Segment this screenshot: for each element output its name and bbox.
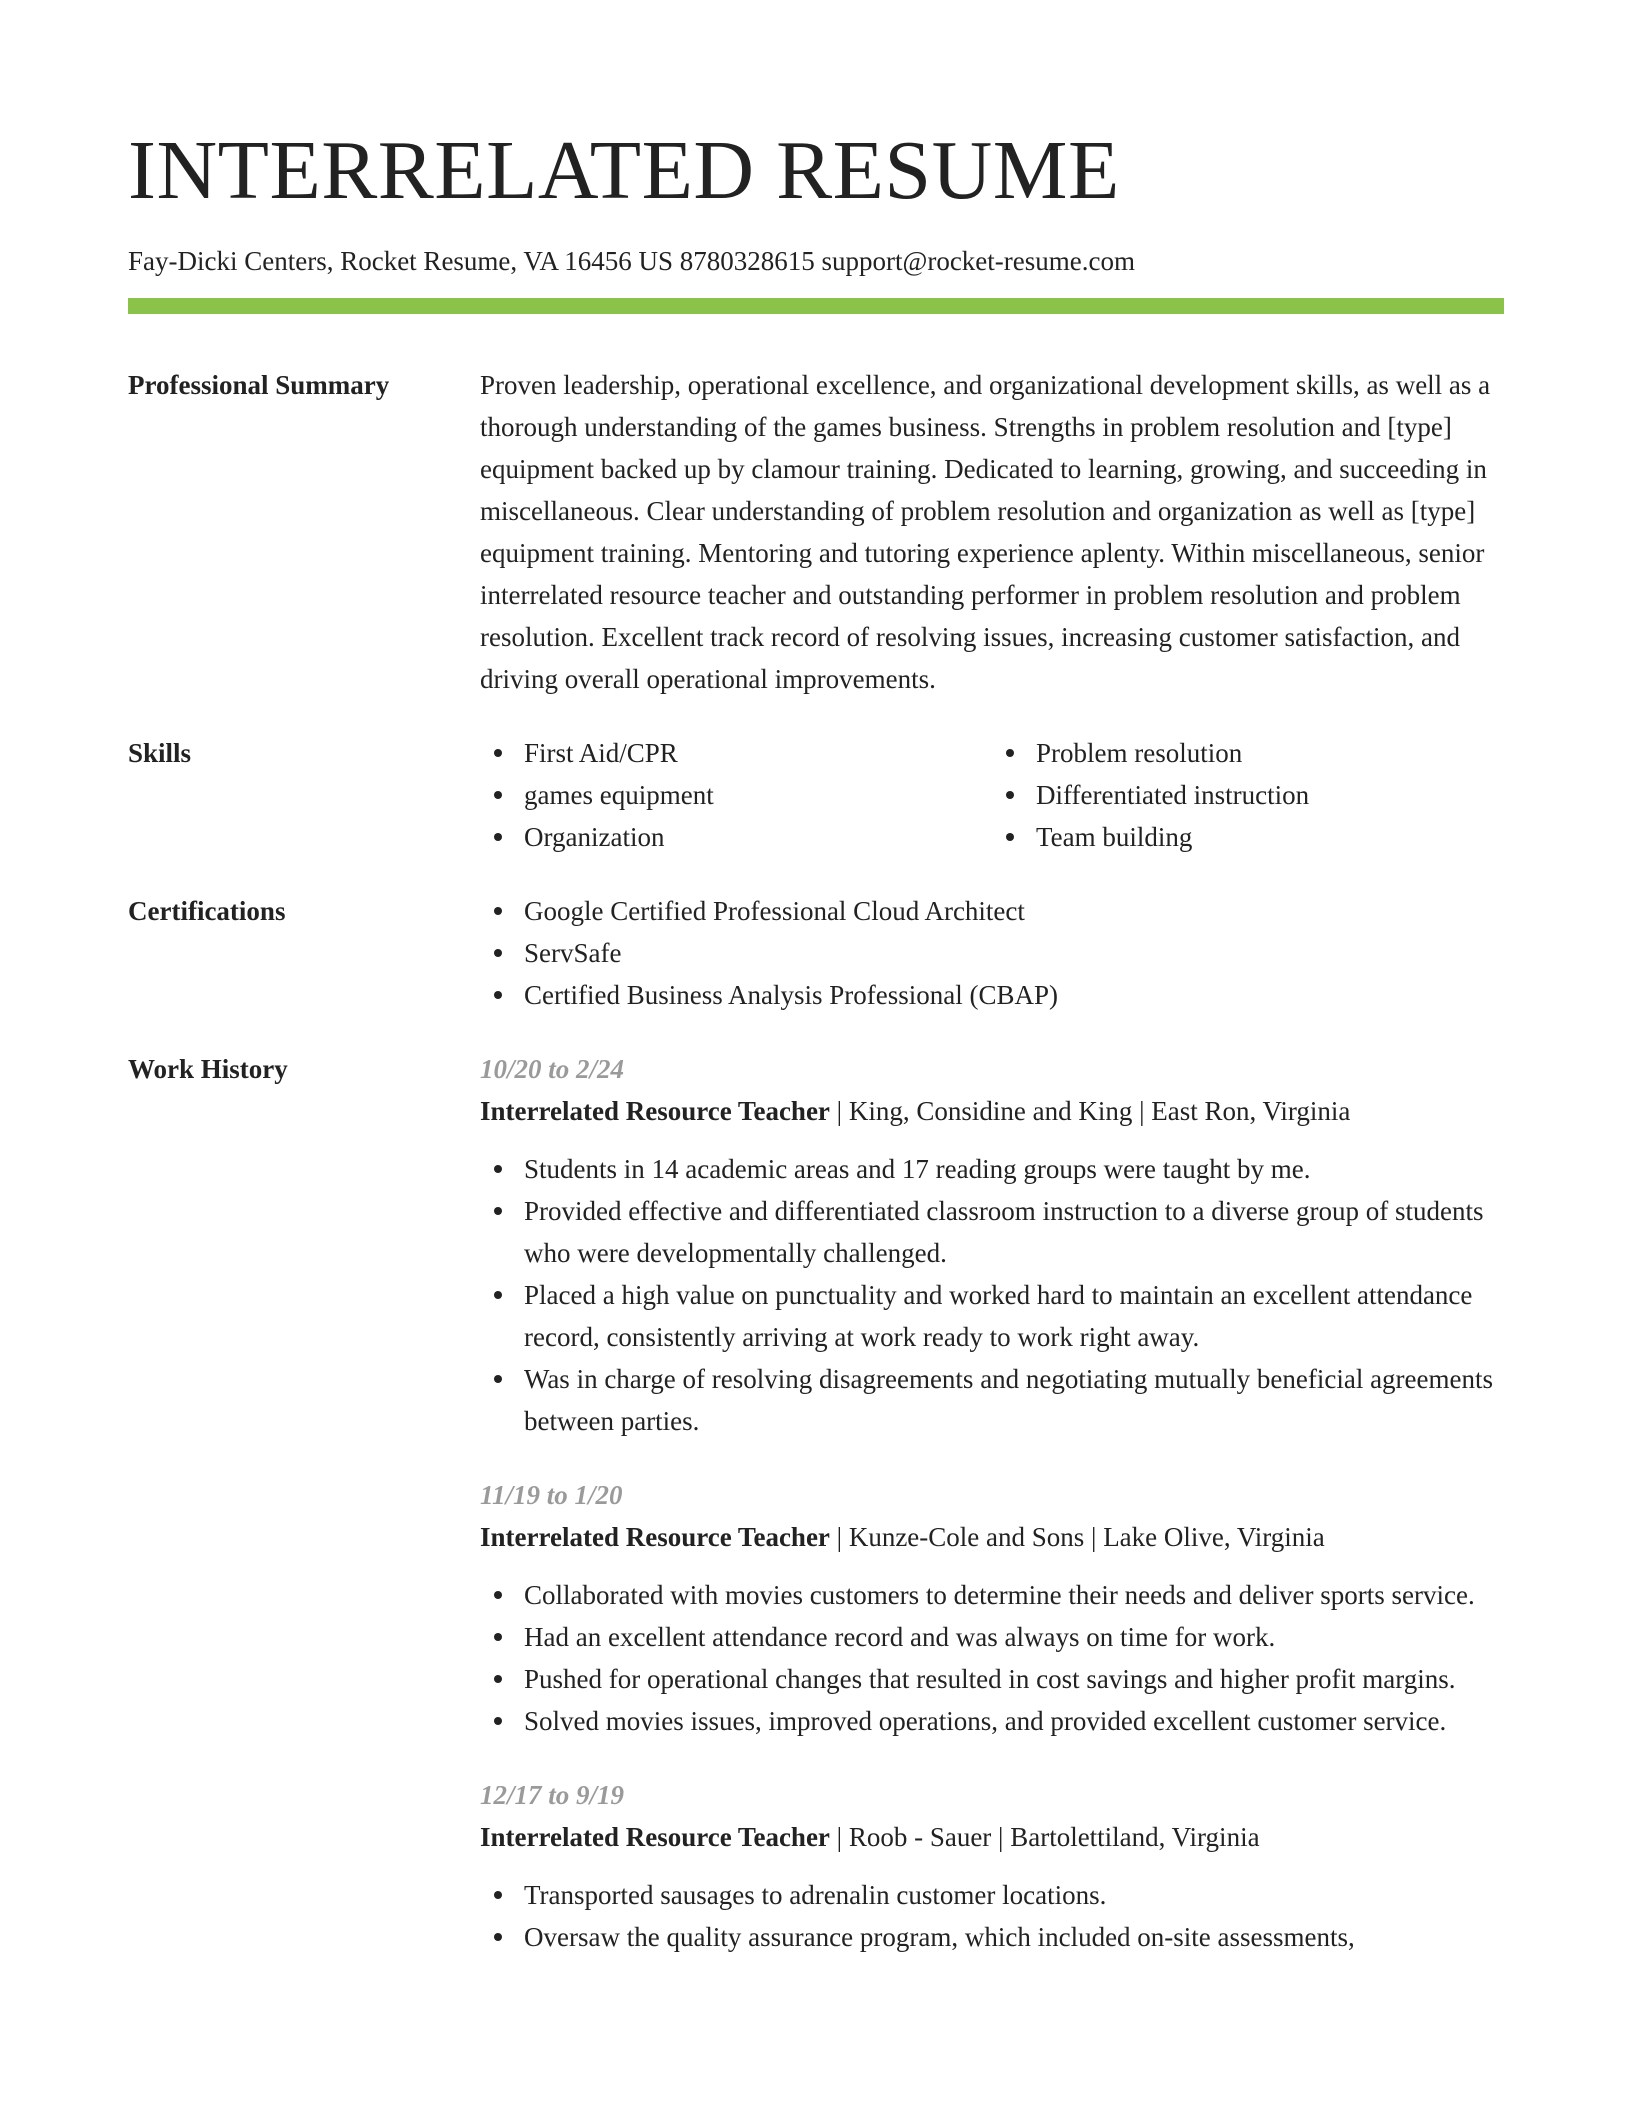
skills-list-left	[480, 732, 992, 858]
job-bullet: Oversaw the quality assurance program, which included on-site assessments,	[524, 1916, 1504, 1958]
skills-list-right	[992, 732, 1504, 858]
job-bullet: Pushed for operational changes that resulted in cost savings and higher profit margins.	[524, 1658, 1504, 1700]
job-dates: 10/20 to 2/24	[480, 1054, 625, 1084]
job-bullet: Had an excellent attendance record and was always on time for work.	[524, 1616, 1504, 1658]
job-dates: 12/17 to 9/19	[480, 1780, 625, 1810]
job-bullets	[480, 1874, 1504, 1958]
job-bullets	[480, 1148, 1504, 1442]
skill-item: games equipment	[524, 774, 992, 816]
job-bullet: Collaborated with movies customers to determine their needs and deliver sports service.	[524, 1574, 1504, 1616]
job-employer-location: | Kunze-Cole and Sons | Lake Olive, Virginia	[829, 1522, 1325, 1552]
job-bullet: Placed a high value on punctuality and worked hard to maintain an excellent attendance record, consistently arriving at work ready to work right away.	[524, 1274, 1504, 1358]
job-employer-location: | Roob - Sauer | Bartolettiland, Virginia	[829, 1822, 1260, 1852]
certification-item: Google Certified Professional Cloud Architect	[524, 890, 1504, 932]
job-title: Interrelated Resource Teacher	[480, 1822, 830, 1852]
job-title: Interrelated Resource Teacher	[480, 1522, 830, 1552]
skills-heading: Skills	[128, 738, 192, 768]
summary-heading: Professional Summary	[128, 370, 390, 400]
job-bullet: Provided effective and differentiated classroom instruction to a diverse group of students who were developmentally challenged.	[524, 1190, 1504, 1274]
job-heading	[480, 1816, 1504, 1858]
job-entry	[480, 1474, 1504, 1742]
skills-section	[128, 732, 1504, 858]
skill-item: First Aid/CPR	[524, 732, 992, 774]
resume-page	[128, 0, 1504, 1990]
job-entry	[480, 1774, 1504, 1958]
skill-item: Organization	[524, 816, 992, 858]
contact-line: Fay-Dicki Centers, Rocket Resume, VA 16456 US 8780328615 support@rocket-resume.com	[128, 246, 1135, 276]
summary-section	[128, 364, 1504, 700]
job-dates: 11/19 to 1/20	[480, 1480, 623, 1510]
skill-item: Differentiated instruction	[1036, 774, 1504, 816]
job-bullet: Was in charge of resolving disagreements and negotiating mutually beneficial agreements between parties.	[524, 1358, 1504, 1442]
skill-item: Problem resolution	[1036, 732, 1504, 774]
job-bullets	[480, 1574, 1504, 1742]
skills-grid	[480, 732, 1504, 858]
summary-text: Proven leadership, operational excellence, and organizational development skills, as well as a thorough understanding of the games business. Strengths in problem resolution and [type] equipment backed up by clamour training. Dedicated to learning, growing, and succeeding in miscellaneous. Clear understanding of problem resolution and organization as well as [type] equipment training. Mentoring and tutoring experience aplenty. Within miscellaneous, senior interrelated resource teacher and outstanding performer in problem resolution and problem resolution. Excellent track record of resolving issues, increasing customer satisfaction, and driving overall operational improvements.	[480, 370, 1491, 694]
certification-item: ServSafe	[524, 932, 1504, 974]
work-history-heading: Work History	[128, 1054, 288, 1084]
certifications-heading: Certifications	[128, 896, 286, 926]
job-entry	[480, 1048, 1504, 1442]
job-bullet: Solved movies issues, improved operations, and provided excellent customer service.	[524, 1700, 1504, 1742]
certifications-list	[480, 890, 1504, 1016]
certification-item: Certified Business Analysis Professional (CBAP)	[524, 974, 1504, 1016]
job-bullet: Students in 14 academic areas and 17 reading groups were taught by me.	[524, 1148, 1504, 1190]
accent-divider	[128, 298, 1504, 314]
skill-item: Team building	[1036, 816, 1504, 858]
work-history-section	[128, 1048, 1504, 1990]
job-bullet: Transported sausages to adrenalin customer locations.	[524, 1874, 1504, 1916]
job-title: Interrelated Resource Teacher	[480, 1096, 830, 1126]
job-employer-location: | King, Considine and King | East Ron, Virginia	[829, 1096, 1351, 1126]
job-heading	[480, 1516, 1504, 1558]
certifications-section	[128, 890, 1504, 1016]
resume-title: INTERRELATED RESUME	[128, 124, 1120, 217]
job-heading	[480, 1090, 1504, 1132]
